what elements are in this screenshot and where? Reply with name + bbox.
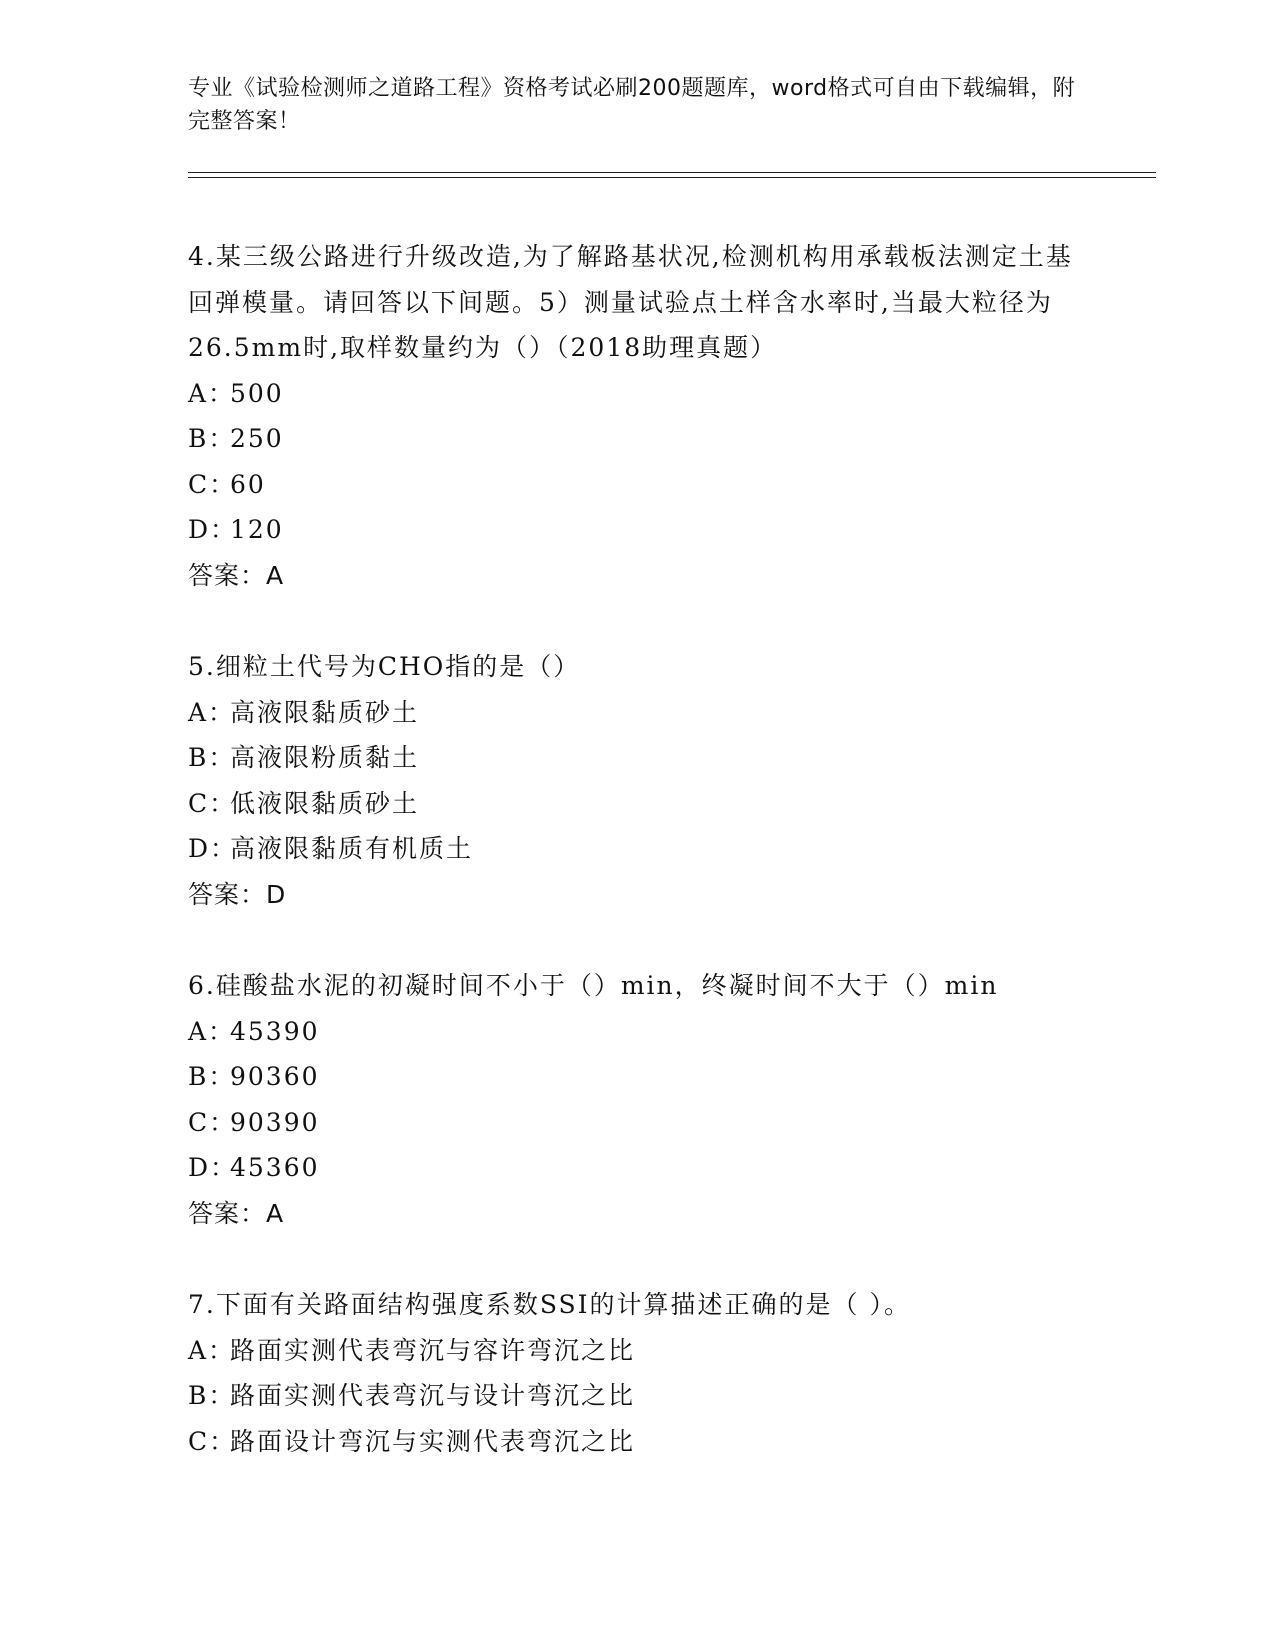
answer-line: 答案：A	[188, 560, 285, 590]
option-text: 45390	[230, 1016, 320, 1046]
option-key: B：	[188, 743, 236, 772]
option-b	[188, 1054, 1088, 1100]
option-b	[188, 416, 1088, 462]
question-stem: 5.细粒土代号为CHO指的是（）	[188, 652, 581, 681]
answer-line: 答案：A	[188, 1198, 285, 1228]
option-a	[188, 1328, 1088, 1374]
option-text: 低液限黏质砂土	[230, 788, 420, 818]
option-key: B：	[188, 1062, 236, 1091]
option-a	[188, 1009, 1088, 1055]
option-b	[188, 735, 1088, 781]
option-key: A：	[188, 1335, 236, 1365]
option-text: 路面实测代表弯沉与容许弯沉之比	[230, 1335, 636, 1365]
question-list	[188, 234, 1088, 1510]
option-key: B：	[188, 424, 236, 453]
option-key: C：	[188, 1426, 237, 1456]
option-d	[188, 507, 1088, 553]
option-c	[188, 1419, 1088, 1465]
question-stem: 7.下面有关路面结构强度系数SSI的计算描述正确的是（ ）。	[188, 1290, 911, 1319]
option-key: D：	[188, 1153, 238, 1182]
question-stem: 6.硅酸盐水泥的初凝时间不小于（）min，终凝时间不大于（）min	[188, 971, 999, 1000]
option-c	[188, 462, 1088, 508]
option-d	[188, 1145, 1088, 1191]
option-text: 60	[230, 469, 266, 499]
option-key: D：	[188, 515, 238, 544]
option-a	[188, 371, 1088, 417]
option-d	[188, 826, 1088, 872]
option-key: A：	[188, 378, 236, 408]
option-text: 90360	[230, 1062, 320, 1091]
option-text: 120	[230, 515, 284, 544]
question-5	[188, 644, 1088, 917]
option-key: B：	[188, 1381, 236, 1410]
option-c	[188, 781, 1088, 827]
option-key: C：	[188, 1107, 237, 1137]
answer-line: 答案：D	[188, 879, 287, 909]
header-rule-bottom	[188, 177, 1156, 178]
document-header: 专业《试验检测师之道路工程》资格考试必刷200题题库，word格式可自由下载编辑，附完整答案！	[188, 76, 1076, 134]
option-key: C：	[188, 788, 237, 818]
option-key: D：	[188, 834, 238, 863]
option-c	[188, 1100, 1088, 1146]
option-text: 500	[230, 378, 284, 408]
option-text: 45360	[230, 1153, 320, 1182]
question-7	[188, 1282, 1088, 1464]
question-stem: 4.某三级公路进行升级改造,为了解路基状况,检测机构用承载板法测定土基回弹模量。请回答以下间题。5）测量试验点土样含水率时,当最大粒径为26.5mm时,取样数量约为（）（2018助理真题）	[188, 242, 1073, 362]
option-text: 路面实测代表弯沉与设计弯沉之比	[230, 1381, 636, 1410]
option-text: 90390	[230, 1107, 320, 1137]
header-rule-top	[188, 172, 1156, 173]
option-text: 高液限黏质有机质土	[230, 834, 474, 863]
option-key: A：	[188, 697, 236, 727]
option-text: 250	[230, 424, 284, 453]
option-b	[188, 1373, 1088, 1419]
option-a	[188, 690, 1088, 736]
option-key: C：	[188, 469, 237, 499]
option-key: A：	[188, 1016, 236, 1046]
option-text: 高液限粉质黏土	[230, 743, 420, 772]
question-6	[188, 963, 1088, 1236]
question-4	[188, 234, 1088, 598]
option-text: 路面设计弯沉与实测代表弯沉之比	[230, 1426, 636, 1456]
option-text: 高液限黏质砂土	[230, 697, 420, 727]
